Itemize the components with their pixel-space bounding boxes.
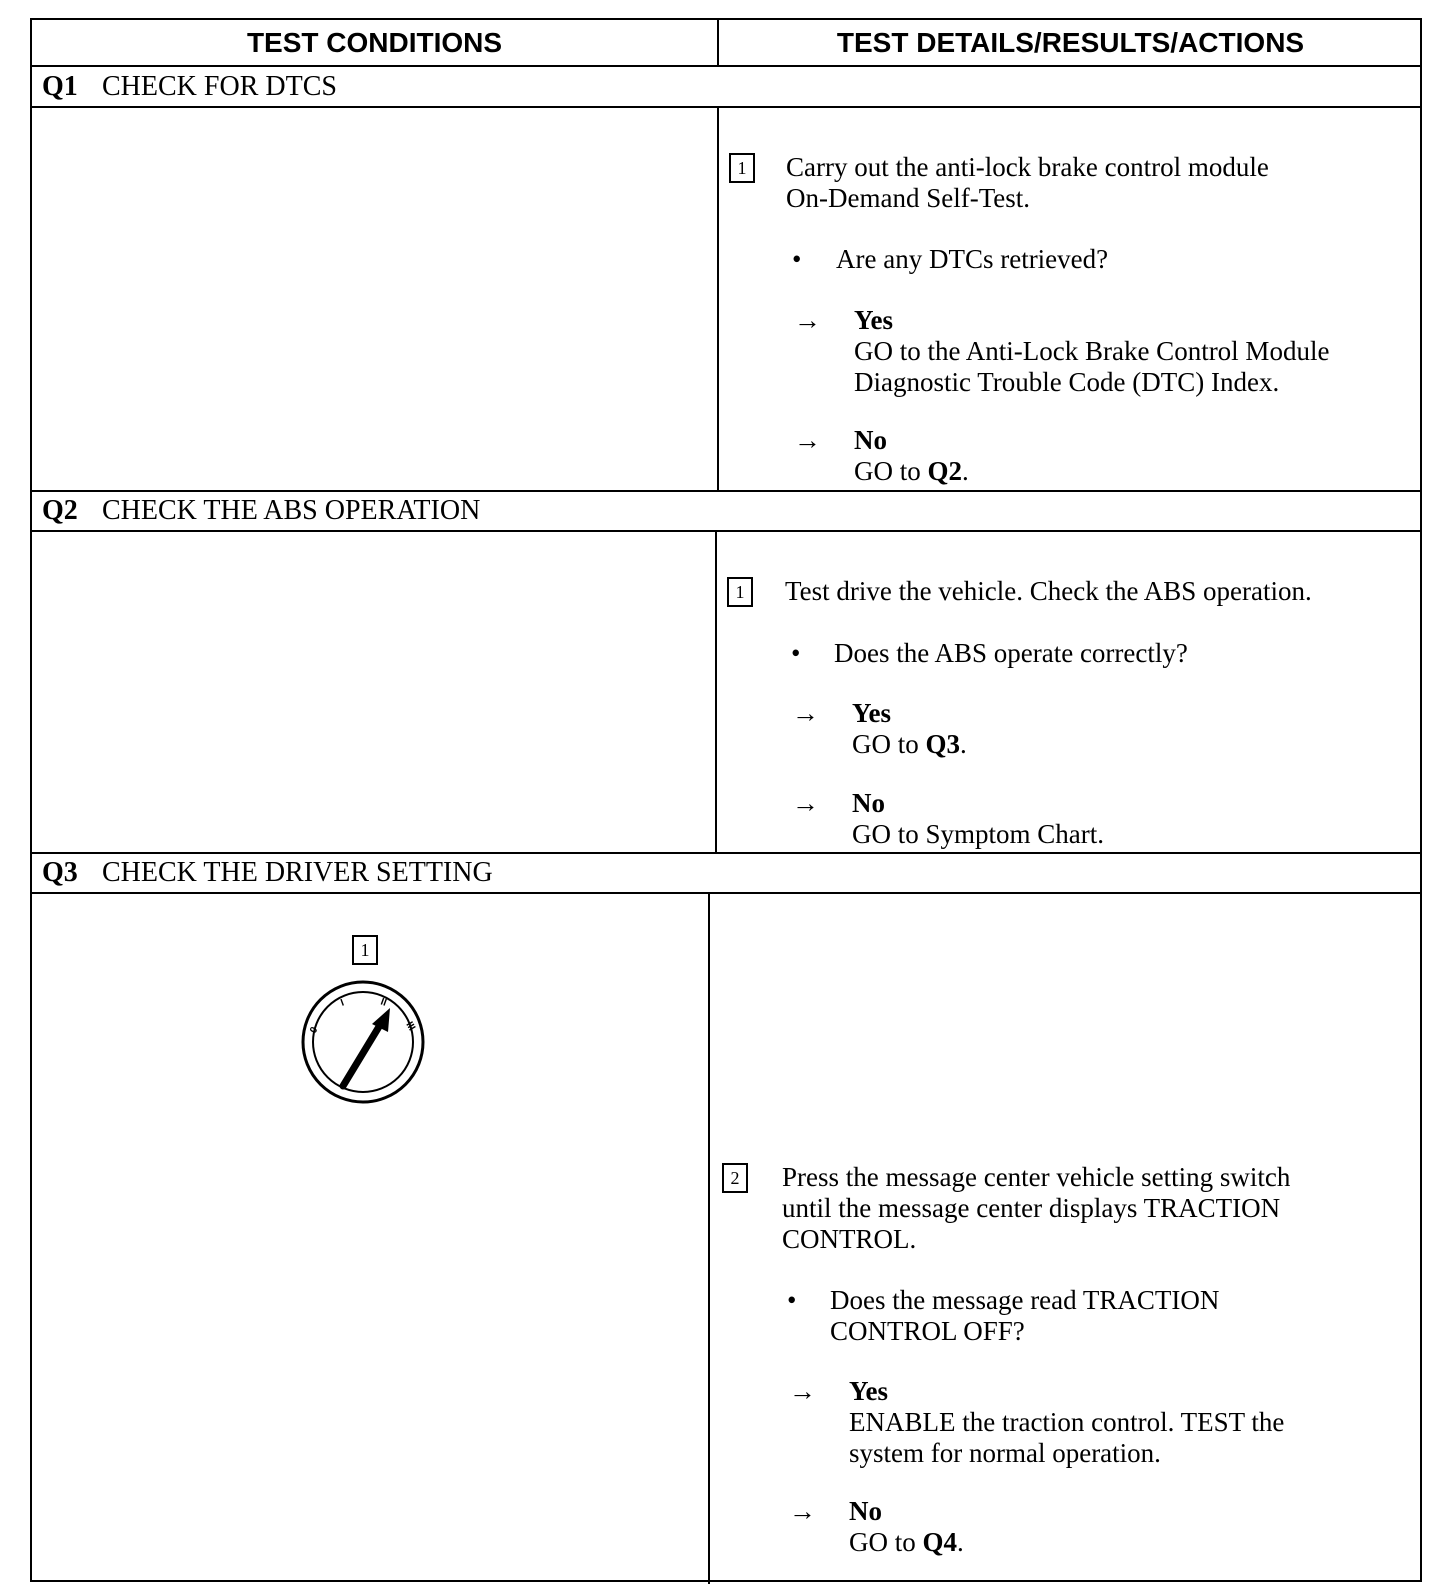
q1-question: Are any DTCs retrieved? xyxy=(836,244,1109,274)
q3-yes-line1: ENABLE the traction control. TEST the xyxy=(849,1407,1285,1437)
q1-title: CHECK FOR DTCS xyxy=(102,71,337,102)
q3-question xyxy=(830,1285,1219,1347)
dial-label-1: I xyxy=(339,997,346,1009)
q1-yes-block xyxy=(854,305,1329,398)
q2-step-box: 1 xyxy=(727,577,753,607)
q2-yes-arrow: → xyxy=(792,698,819,728)
q3-number: Q3 xyxy=(42,857,78,888)
q1-step-line2: On-Demand Self-Test. xyxy=(786,183,1031,213)
q2-title-rule xyxy=(32,530,1420,532)
q3-yes-label: Yes xyxy=(849,1376,888,1406)
q3-step-line1: Press the message center vehicle setting switch xyxy=(782,1162,1291,1192)
q1-no-prefix: GO to xyxy=(854,456,928,486)
q3-divider xyxy=(708,894,710,1584)
q1-no-line xyxy=(854,456,969,487)
q3-figure-step-box: 1 xyxy=(352,935,378,965)
dial-needle xyxy=(343,1025,380,1086)
q2-step-text: Test drive the vehicle. Check the ABS operation. xyxy=(785,576,1312,606)
q2-yes-block xyxy=(852,698,967,760)
q1-bullet: • xyxy=(792,244,802,274)
dial-label-3: III xyxy=(403,1020,418,1033)
header-test-details: TEST DETAILS/RESULTS/ACTIONS xyxy=(836,27,1305,58)
q3-title: CHECK THE DRIVER SETTING xyxy=(102,857,493,888)
q2-title: CHECK THE ABS OPERATION xyxy=(102,495,481,526)
q1-no-block xyxy=(854,425,969,487)
q1-no-suffix: . xyxy=(962,456,969,486)
q3-question-line1: Does the message read TRACTION xyxy=(830,1285,1220,1315)
dial-label-0: 0 xyxy=(308,1025,321,1036)
q2-yes-line xyxy=(852,729,967,760)
q3-step-text xyxy=(782,1162,1290,1255)
q3-question-line2: CONTROL OFF? xyxy=(830,1316,1025,1346)
q2-no-label: No xyxy=(852,788,885,818)
q1-title-rule xyxy=(32,106,1420,108)
q1-yes-line1: GO to the Anti-Lock Brake Control Module xyxy=(854,336,1330,366)
q2-yes-prefix: GO to xyxy=(852,729,926,759)
q2-no-line1: GO to Symptom Chart. xyxy=(852,819,1105,849)
q1-yes-line2: Diagnostic Trouble Code (DTC) Index. xyxy=(854,367,1280,397)
q1-step-line1: Carry out the anti-lock brake control module xyxy=(786,152,1269,182)
q3-yes-line2: system for normal operation. xyxy=(849,1438,1161,1468)
q2-no-block xyxy=(852,788,1104,850)
q3-no-prefix: GO to xyxy=(849,1527,923,1557)
q1-no-label: No xyxy=(854,425,887,455)
q1-no-arrow: → xyxy=(794,425,821,455)
q2-divider xyxy=(715,532,717,852)
q2-yes-label: Yes xyxy=(852,698,891,728)
q3-yes-block xyxy=(849,1376,1284,1469)
q2-title-row xyxy=(32,491,1420,531)
q3-step-line3: CONTROL. xyxy=(782,1224,917,1254)
dial-inner-ring xyxy=(313,992,413,1092)
q1-yes-label: Yes xyxy=(854,305,893,335)
q2-yes-suffix: . xyxy=(960,729,967,759)
q1-divider xyxy=(717,108,719,490)
q2-yes-target: Q3 xyxy=(925,729,961,759)
diagnostic-table xyxy=(30,18,1422,1582)
driver-setting-dial-figure xyxy=(300,980,430,1104)
q3-no-suffix: . xyxy=(957,1527,964,1557)
q1-no-target: Q2 xyxy=(927,456,963,486)
q2-question: Does the ABS operate correctly? xyxy=(834,638,1188,668)
q3-no-arrow: → xyxy=(789,1496,816,1526)
q2-no-arrow: → xyxy=(792,788,819,818)
q3-title-rule xyxy=(32,892,1420,894)
q3-step-box: 2 xyxy=(722,1163,748,1193)
header-test-conditions: TEST CONDITIONS xyxy=(246,27,503,58)
header-divider xyxy=(717,20,719,66)
q3-no-line xyxy=(849,1527,964,1558)
q3-no-block xyxy=(849,1496,964,1558)
dial-label-2: II xyxy=(378,996,388,1009)
q3-no-target: Q4 xyxy=(922,1527,958,1557)
q1-yes-arrow: → xyxy=(794,305,821,335)
q2-number: Q2 xyxy=(42,495,78,526)
q3-yes-arrow: → xyxy=(789,1376,816,1406)
q1-number: Q1 xyxy=(42,71,78,102)
q3-step-line2: until the message center displays TRACTION xyxy=(782,1193,1281,1223)
q1-step-text xyxy=(786,152,1269,214)
q1-step-box: 1 xyxy=(729,153,755,183)
q3-no-label: No xyxy=(849,1496,882,1526)
q3-bullet: • xyxy=(787,1285,797,1315)
q3-title-row xyxy=(32,853,1420,893)
q1-title-row xyxy=(32,67,1420,107)
dial-outer-ring xyxy=(303,982,423,1102)
q2-bullet: • xyxy=(791,638,801,668)
